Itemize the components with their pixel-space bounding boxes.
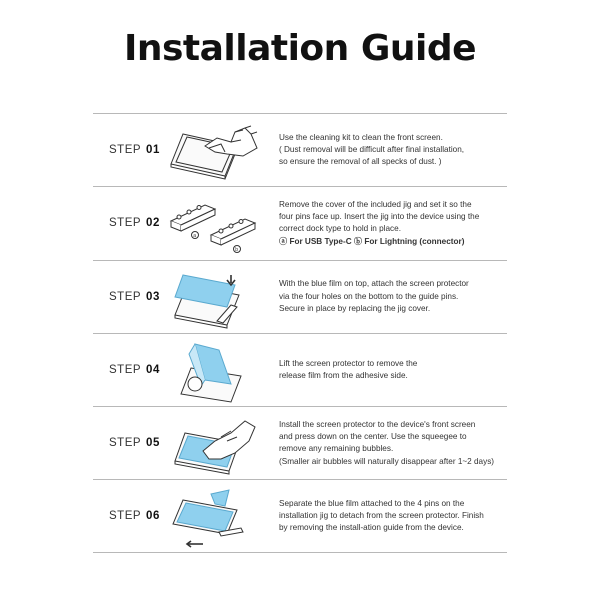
step-description-3	[279, 261, 507, 333]
step-row-4	[93, 333, 507, 406]
attach-protector-illustration	[165, 265, 265, 331]
step-label-6	[109, 480, 160, 551]
desc-line: Lift the screen protector to remove the	[279, 358, 418, 368]
desc-line: Secure in place by replacing the jig cover.	[279, 303, 431, 313]
step-row-6	[93, 479, 507, 552]
step-number: 04	[146, 364, 160, 377]
desc-line: ( Dust removal will be difficult after final installation,	[279, 145, 465, 155]
svg-text:a: a	[193, 233, 197, 240]
desc-line: release film from the adhesive side.	[279, 371, 408, 381]
desc-line: and press down on the center. Use the squeegee to	[279, 432, 467, 442]
cleaning-illustration	[165, 118, 265, 184]
desc-line: correct dock type to hold in place.	[279, 224, 401, 234]
desc-line: (Smaller air bubbles will naturally disappear after 1~2 days)	[279, 456, 495, 466]
step-number: 06	[146, 510, 160, 523]
desc-line: Use the cleaning kit to clean the front screen.	[279, 132, 443, 142]
step-word: STEP	[109, 290, 142, 303]
step-label-1	[109, 114, 160, 186]
step-description-6	[279, 480, 507, 551]
step-description-4	[279, 334, 507, 406]
desc-line: Separate the blue film attached to the 4 pins on the	[279, 498, 465, 508]
desc-line: installation jig to detach from the screen protector. Finish	[279, 511, 484, 521]
desc-line: so ensure the removal of all specks of dust. )	[279, 157, 442, 167]
jig-illustration	[165, 191, 265, 257]
dock-type-note: ⓐ For USB Type-C ⓑ For Lightning (connector)	[279, 236, 465, 246]
steps-list	[93, 113, 507, 553]
step-number: 02	[146, 217, 160, 230]
step-label-3	[109, 261, 160, 333]
desc-line: four pins face up. Insert the jig into the device using the	[279, 212, 480, 222]
step-number: 01	[146, 144, 160, 157]
desc-line: via the four holes on the bottom to the guide pins.	[279, 291, 459, 301]
step-word: STEP	[109, 217, 142, 230]
step-word: STEP	[109, 510, 142, 523]
step-word: STEP	[109, 364, 142, 377]
step-row-3	[93, 260, 507, 333]
remove-release-film-illustration	[165, 338, 265, 404]
desc-line: With the blue film on top, attach the screen protector	[279, 279, 469, 289]
page-title: Installation Guide	[123, 28, 477, 69]
svg-text:b: b	[235, 247, 239, 254]
separate-film-illustration	[165, 484, 265, 550]
step-description-5	[279, 407, 507, 479]
step-row-1	[93, 113, 507, 186]
desc-line: Install the screen protector to the device's front screen	[279, 419, 476, 429]
step-label-4	[109, 334, 160, 406]
step-word: STEP	[109, 144, 142, 157]
step-description-2	[279, 187, 507, 259]
step-label-5	[109, 407, 160, 479]
desc-line: Remove the cover of the included jig and set it so the	[279, 200, 472, 210]
install-press-illustration	[165, 411, 265, 477]
step-number: 03	[146, 290, 160, 303]
step-row-2	[93, 186, 507, 259]
desc-line: by removing the install-ation guide from the device.	[279, 523, 464, 533]
step-word: STEP	[109, 437, 142, 450]
desc-line: remove any remaining bubbles.	[279, 444, 394, 454]
step-number: 05	[146, 437, 160, 450]
step-label-2	[109, 187, 160, 259]
step-row-5	[93, 406, 507, 479]
step-description-1	[279, 114, 507, 186]
